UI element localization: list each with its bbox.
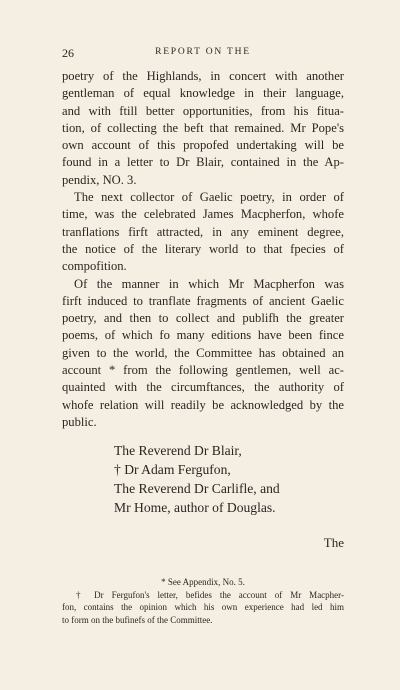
body-text: [62, 68, 344, 517]
running-head: REPORT ON THE: [155, 47, 251, 57]
witness-name: † Dr Adam Fergufon,: [114, 462, 231, 478]
text-line: the notice of the literary world to that fpecies of: [62, 241, 344, 256]
text-line: Of the manner in which Mr Macpherfon was: [74, 276, 344, 291]
footnote: * See Appendix, No. 5.: [161, 577, 245, 587]
page-header: [62, 46, 344, 60]
witness-list: [62, 441, 344, 517]
catchword: The: [323, 535, 344, 550]
paragraph-2: [62, 189, 344, 275]
page-number: 26: [62, 46, 74, 60]
text-line: public.: [62, 414, 97, 429]
text-line: and with ftill better opportunities, from his fitua-: [62, 103, 344, 118]
text-line: compofition.: [62, 259, 127, 274]
witness-name: The Reverend Dr Carlifle, and: [114, 481, 280, 497]
text-line: account * from the following gentlemen, well ac-: [62, 363, 344, 378]
text-line: tranflations firft attracted, in any eminent degree,: [62, 224, 344, 239]
text-line: gentleman of equal knowledge in their language,: [62, 86, 344, 101]
text-line: poems, of which fo many editions have been fince: [62, 328, 344, 343]
footnote-line: † Dr Fergufon's letter, befides the account of Mr Macpher-: [76, 589, 344, 600]
footnotes: [62, 576, 344, 626]
witness-name: Mr Home, author of Douglas.: [114, 500, 276, 516]
text-line: time, was the celebrated James Macpherfon, whofe: [62, 207, 344, 222]
text-line: tion, of collecting the beft that remained. Mr Pope's: [62, 120, 344, 135]
text-line: firft induced to tranflate fragments of ancient Gaelic: [62, 293, 344, 308]
paragraph-1: [62, 68, 344, 189]
text-line: own account of this propofed undertaking will be: [62, 138, 344, 153]
text-line: pendix, NO. 3.: [62, 172, 137, 187]
text-line: The next collector of Gaelic poetry, in order of: [74, 190, 344, 205]
text-line: quainted with the circumftances, the authority of: [62, 380, 344, 395]
witness-name: The Reverend Dr Blair,: [114, 443, 242, 459]
footnote-line: to form on the bufinefs of the Committee.: [62, 614, 213, 625]
text-line: poetry, and then to collect and publifh the greater: [62, 311, 344, 326]
text-line: given to the world, the Committee has obtained an: [62, 345, 344, 360]
text-line: found in a letter to Dr Blair, contained in the Ap-: [62, 155, 344, 170]
text-line: poetry of the Highlands, in concert with another: [62, 69, 344, 83]
text-line: whofe relation will readily be acknowledged by the: [62, 397, 344, 412]
paragraph-3: [62, 276, 344, 432]
footnote-line: fon, contains the opinion which his own experience had led him: [62, 602, 344, 612]
